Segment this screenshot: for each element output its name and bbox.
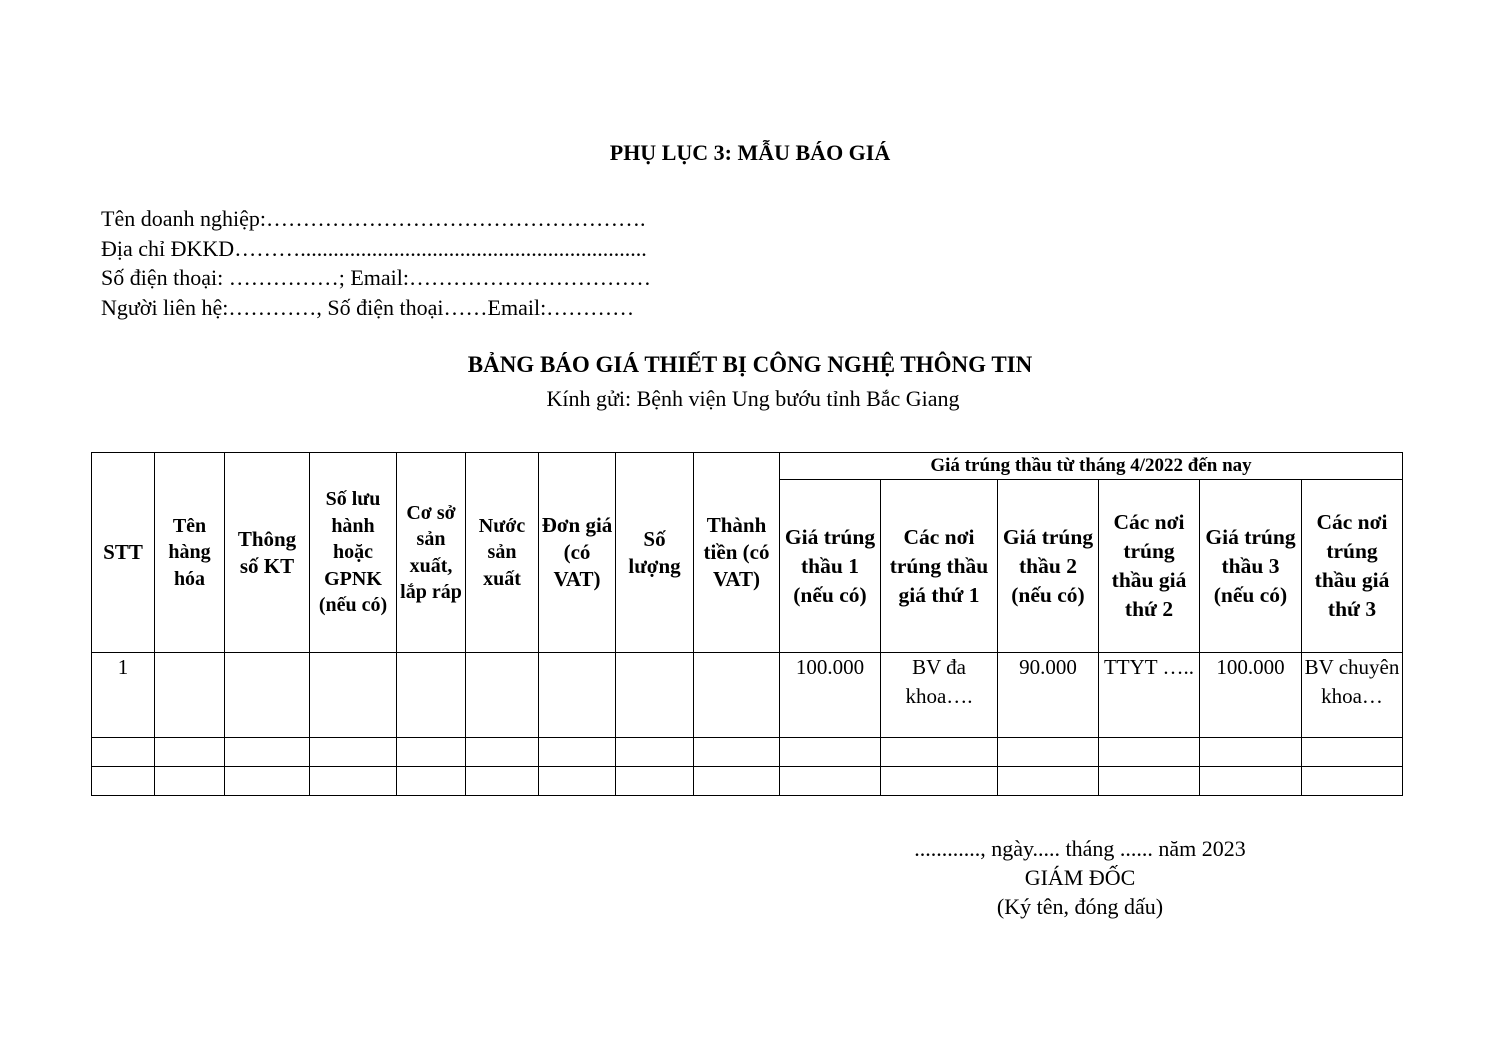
header-product-name: Tên hàng hóa bbox=[155, 453, 225, 653]
header-bid-price-1: Giá trúng thầu 1 (nếu có) bbox=[780, 480, 881, 653]
cell-bid-place-2: TTYT ….. bbox=[1099, 653, 1200, 738]
signature-date-line: ............, ngày..... tháng ...... năm 2023 bbox=[914, 836, 1246, 861]
table-title: BẢNG BÁO GIÁ THIẾT BỊ CÔNG NGHỆ THÔNG TIN bbox=[467, 352, 1033, 377]
table-row-empty bbox=[92, 767, 1403, 796]
company-address-line: Địa chỉ ĐKKD………............................................................... bbox=[101, 235, 647, 261]
header-bid-place-1: Các nơi trúng thầu giá thứ 1 bbox=[881, 480, 998, 653]
company-info bbox=[101, 204, 651, 322]
cell-specs bbox=[225, 653, 310, 738]
header-country: Nước sản xuất bbox=[466, 453, 539, 653]
cell-product-name bbox=[155, 653, 225, 738]
cell-bid-place-1: BV đa khoa…. bbox=[881, 653, 998, 738]
cell-bid-price-3: 100.000 bbox=[1200, 653, 1302, 738]
header-bid-price-2: Giá trúng thầu 2 (nếu có) bbox=[998, 480, 1099, 653]
header-bid-price-3: Giá trúng thầu 3 (nếu có) bbox=[1200, 480, 1302, 653]
header-manufacturer: Cơ sở sản xuất, lắp ráp bbox=[397, 453, 466, 653]
table-row-empty bbox=[92, 738, 1403, 767]
header-registration: Số lưu hành hoặc GPNK (nếu có) bbox=[310, 453, 397, 653]
company-contact-line: Người liên hệ:…………, Số điện thoại……Email:………… bbox=[101, 294, 635, 320]
cell-bid-place-3: BV chuyên khoa… bbox=[1302, 653, 1403, 738]
header-bid-place-2: Các nơi trúng thầu giá thứ 2 bbox=[1099, 480, 1200, 653]
header-total: Thành tiền (có VAT) bbox=[694, 453, 780, 653]
cell-manufacturer bbox=[397, 653, 466, 738]
signature-title: GIÁM ĐỐC bbox=[1024, 865, 1136, 890]
appendix-title: PHỤ LỤC 3: MẪU BÁO GIÁ bbox=[609, 140, 891, 165]
cell-registration bbox=[310, 653, 397, 738]
header-bid-place-3: Các nơi trúng thầu giá thứ 3 bbox=[1302, 480, 1403, 653]
cell-bid-price-1: 100.000 bbox=[780, 653, 881, 738]
company-name-line: Tên doanh nghiệp:……………………………………………. bbox=[101, 206, 646, 231]
header-specs: Thông số KT bbox=[225, 453, 310, 653]
cell-country bbox=[466, 653, 539, 738]
header-unit-price: Đơn giá (có VAT) bbox=[539, 453, 616, 653]
header-bid-group: Giá trúng thầu từ tháng 4/2022 đến nay bbox=[780, 453, 1403, 480]
cell-quantity bbox=[616, 653, 694, 738]
header-quantity: Số lượng bbox=[616, 453, 694, 653]
cell-unit-price bbox=[539, 653, 616, 738]
recipient-line: Kính gửi: Bệnh viện Ung bướu tỉnh Bắc Giang bbox=[546, 386, 960, 411]
quote-table bbox=[91, 452, 1403, 796]
cell-total bbox=[694, 653, 780, 738]
cell-bid-price-2: 90.000 bbox=[998, 653, 1099, 738]
header-stt: STT bbox=[92, 453, 155, 653]
cell-stt: 1 bbox=[92, 653, 155, 738]
signature-note: (Ký tên, đóng dấu) bbox=[996, 894, 1164, 919]
table-row bbox=[92, 653, 1403, 738]
company-phone-line: Số điện thoại: ……………; Email:…………………………… bbox=[101, 265, 651, 290]
signature-block bbox=[880, 834, 1280, 921]
